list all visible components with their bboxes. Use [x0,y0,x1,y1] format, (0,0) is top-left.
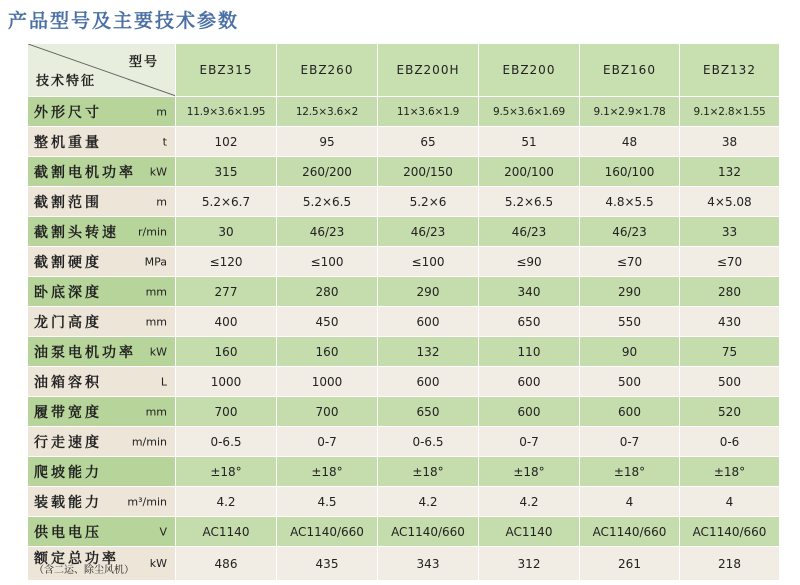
table-row [28,397,780,427]
value-cell: 46/23 [277,217,378,247]
value-cell: 160 [176,337,277,367]
value-cell: 280 [277,277,378,307]
table-row [28,217,780,247]
row-label: 额定总功率 [34,550,119,567]
value-cell: 1000 [277,367,378,397]
value-cell: 700 [176,397,277,427]
value-cell: 110 [479,337,580,367]
row-label-cell [28,97,176,127]
value-cell: 277 [176,277,277,307]
value-cell: 4 [680,487,780,517]
value-cell: 600 [378,307,479,337]
row-note: （含二运、除尘风机） [34,564,134,576]
value-cell: 0-6.5 [176,427,277,457]
row-unit: m³/min [127,495,167,508]
value-cell: 312 [479,547,580,581]
table-row [28,127,780,157]
value-cell: 261 [580,547,680,581]
value-cell: 450 [277,307,378,337]
value-cell: 520 [680,397,780,427]
value-cell: 315 [176,157,277,187]
value-cell: AC1140 [176,517,277,547]
value-cell: 90 [580,337,680,367]
value-cell: 38 [680,127,780,157]
row-label-cell [28,187,176,217]
value-cell: 600 [479,367,580,397]
table-row [28,487,780,517]
row-label: 履带宽度 [34,404,102,421]
value-cell: 430 [680,307,780,337]
value-cell: 51 [479,127,580,157]
value-cell: 500 [680,367,780,397]
value-cell: AC1140/660 [680,517,780,547]
row-label: 截割电机功率 [34,164,136,181]
value-cell: AC1140/660 [580,517,680,547]
value-cell: 343 [378,547,479,581]
value-cell: 4.2 [479,487,580,517]
value-cell: 132 [378,337,479,367]
row-label-cell [28,217,176,247]
row-unit: V [159,525,167,538]
value-cell: ±18° [680,457,780,487]
row-unit: m/min [131,435,167,448]
row-unit: m [156,105,167,118]
value-cell: 400 [176,307,277,337]
value-cell: 65 [378,127,479,157]
table-row [28,157,780,187]
row-label: 爬坡能力 [34,464,102,481]
table-row [28,367,780,397]
row-label-cell [28,247,176,277]
row-label-cell [28,427,176,457]
value-cell: 11.9×3.6×1.95 [176,97,277,127]
value-cell: 600 [479,397,580,427]
value-cell: 486 [176,547,277,581]
row-label-cell [28,397,176,427]
value-cell: 4×5.08 [680,187,780,217]
value-cell: 9.1×2.9×1.78 [580,97,680,127]
row-label: 截割头转速 [34,224,119,241]
value-cell: 200/150 [378,157,479,187]
row-unit: r/min [138,225,167,238]
value-cell: 102 [176,127,277,157]
row-label-cell [28,547,176,581]
spec-table [27,43,780,581]
value-cell: 218 [680,547,780,581]
value-cell: 160 [277,337,378,367]
row-label: 卧底深度 [34,284,102,301]
value-cell: 650 [479,307,580,337]
model-header: EBZ315 [176,44,277,97]
value-cell: 4 [580,487,680,517]
value-cell: 9.1×2.8×1.55 [680,97,780,127]
value-cell: AC1140/660 [277,517,378,547]
value-cell: 0-7 [479,427,580,457]
table-row [28,337,780,367]
value-cell: ±18° [176,457,277,487]
value-cell: 46/23 [580,217,680,247]
value-cell: 30 [176,217,277,247]
value-cell: ≤90 [479,247,580,277]
value-cell: 0-6.5 [378,427,479,457]
table-row [28,427,780,457]
value-cell: 700 [277,397,378,427]
value-cell: 160/100 [580,157,680,187]
row-label-cell [28,487,176,517]
value-cell: 600 [580,397,680,427]
value-cell: 5.2×6.5 [479,187,580,217]
row-label: 龙门高度 [34,314,102,331]
row-unit: mm [145,315,167,328]
corner-feature-label: 技术特征 [36,74,97,89]
value-cell: 75 [680,337,780,367]
value-cell: ≤70 [680,247,780,277]
value-cell: 11×3.6×1.9 [378,97,479,127]
value-cell: 9.5×3.6×1.69 [479,97,580,127]
row-unit: kW [149,345,167,358]
value-cell: 4.8×5.5 [580,187,680,217]
table-row [28,307,780,337]
table-row [28,457,780,487]
value-cell: 550 [580,307,680,337]
value-cell: 650 [378,397,479,427]
row-label-cell [28,457,176,487]
value-cell: 435 [277,547,378,581]
value-cell: ≤120 [176,247,277,277]
value-cell: AC1140 [479,517,580,547]
value-cell: 46/23 [378,217,479,247]
row-label: 整机重量 [34,134,102,151]
value-cell: 200/100 [479,157,580,187]
row-label: 截割硬度 [34,254,102,271]
row-label: 油泵电机功率 [34,344,136,361]
value-cell: 340 [479,277,580,307]
value-cell: ≤70 [580,247,680,277]
row-label-cell [28,517,176,547]
row-label-cell [28,367,176,397]
value-cell: ≤100 [277,247,378,277]
table-row [28,517,780,547]
table-row [28,247,780,277]
row-unit: MPa [144,255,167,268]
value-cell: 5.2×6.5 [277,187,378,217]
row-label-cell [28,337,176,367]
row-unit: kW [149,556,167,570]
row-unit: L [160,375,167,388]
value-cell: ≤100 [378,247,479,277]
value-cell: 5.2×6 [378,187,479,217]
row-label-cell [28,277,176,307]
value-cell: 1000 [176,367,277,397]
value-cell: 95 [277,127,378,157]
table-row [28,547,780,581]
value-cell: 0-6 [680,427,780,457]
row-unit: m [156,195,167,208]
row-label-cell [28,307,176,337]
row-label-cell [28,157,176,187]
value-cell: 0-7 [277,427,378,457]
row-unit: t [162,135,167,148]
row-unit: mm [145,405,167,418]
value-cell: 46/23 [479,217,580,247]
header-row [28,44,780,97]
value-cell: 260/200 [277,157,378,187]
value-cell: AC1140/660 [378,517,479,547]
value-cell: ±18° [580,457,680,487]
value-cell: 280 [680,277,780,307]
value-cell: 290 [580,277,680,307]
table-row [28,187,780,217]
row-label: 供电电压 [34,524,102,541]
value-cell: 48 [580,127,680,157]
value-cell: 4.5 [277,487,378,517]
row-label-cell [28,127,176,157]
value-cell: 4.2 [378,487,479,517]
value-cell: 5.2×6.7 [176,187,277,217]
row-label: 截割范围 [34,194,102,211]
table-row [28,277,780,307]
value-cell: 12.5×3.6×2 [277,97,378,127]
model-header: EBZ200 [479,44,580,97]
value-cell: 0-7 [580,427,680,457]
row-label: 油箱容积 [34,374,102,391]
table-row [28,97,780,127]
row-label: 外形尺寸 [34,104,102,121]
value-cell: 33 [680,217,780,247]
model-header: EBZ160 [580,44,680,97]
row-unit: kW [149,165,167,178]
value-cell: 500 [580,367,680,397]
corner-cell [28,44,176,97]
value-cell: 290 [378,277,479,307]
row-label: 装载能力 [34,494,102,511]
model-header: EBZ132 [680,44,780,97]
value-cell: ±18° [378,457,479,487]
value-cell: ±18° [277,457,378,487]
model-header: EBZ200H [378,44,479,97]
value-cell: 4.2 [176,487,277,517]
spec-table-wrapper [27,43,779,584]
row-label: 行走速度 [34,434,102,451]
row-unit: mm [145,285,167,298]
corner-model-label: 型号 [128,55,159,70]
model-header: EBZ260 [277,44,378,97]
value-cell: 132 [680,157,780,187]
value-cell: 600 [378,367,479,397]
value-cell: ±18° [479,457,580,487]
page-title: 产品型号及主要技术参数 [8,10,240,32]
